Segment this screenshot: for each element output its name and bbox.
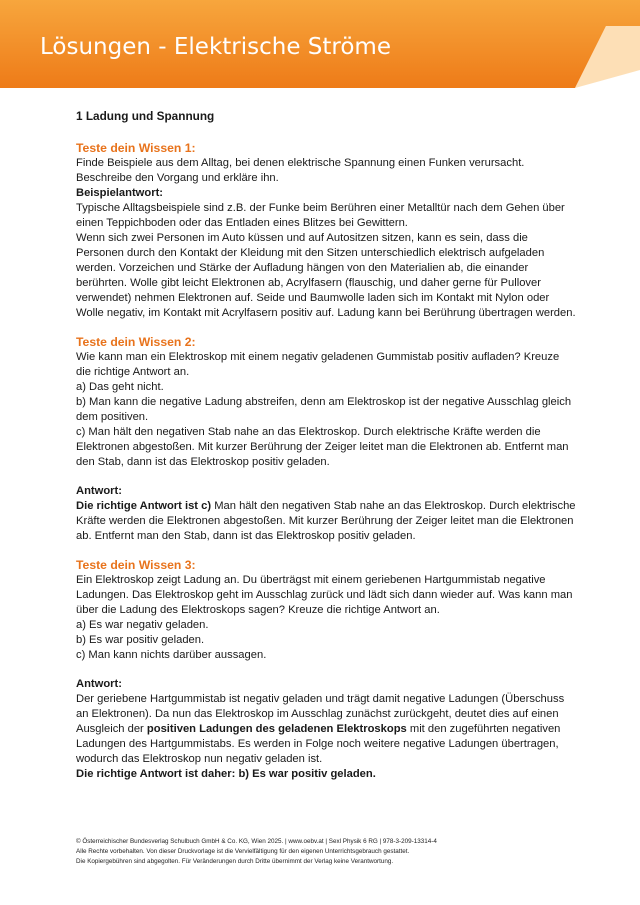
task3-answer-part1: Der geriebene Hartgummistab ist negativ geladen und trägt damit negative Ladungen (Überschuss an Elektronen). Da nun das Elektroskop im Ausschlag zunächst zurückgeht, deutet dies auf einen Ausgleich der bbox=[76, 693, 565, 735]
task3-answer-bold: positiven Ladungen des geladenen Elektroskops bbox=[146, 723, 407, 735]
worksheet-content bbox=[76, 109, 576, 782]
task3-option-b: b) Es war positiv geladen. bbox=[76, 634, 205, 646]
task3-answer-label: Antwort: bbox=[76, 678, 122, 690]
task2-answer bbox=[76, 499, 576, 544]
task2-option-a: a) Das geht nicht. bbox=[76, 381, 164, 393]
task1-answer-p2: Wenn sich zwei Personen im Auto küssen und auf Autositzen sitzen, kann es sein, dass die Personen durch den Kontakt der Kleidung mit den Sitzen unterschiedlich elektrisch aufgeladen werden. Vorzeichen und Stärke der Aufladung hängen von den Materialien ab, die einander berührten. Wolle gibt leicht Elektronen ab, Acrylfasern (flauschig, und daher gerne für Pullover verwendet) nehmen Elektronen auf. Seide und Baumwolle laden sich im Kontakt mit Nylon oder Wolle negativ, im Kontakt mit Acrylfasern positiv auf. Ladung kann bei Berührung übertragen werden. bbox=[76, 232, 576, 319]
task2-question: Wie kann man ein Elektroskop mit einem negativ geladenen Gummistab positiv aufladen? Kreuze die richtige Antwort an. bbox=[76, 351, 560, 378]
task2-answer-bold: Die richtige Antwort ist c) bbox=[76, 500, 212, 512]
task2-answer-rest: Man hält den negativen Stab nahe an das Elektroskop. Durch elektrische Kräfte werden die Elektronen abgestoßen. Mit kurzer Berührung der Zeiger leitet man die Elektronen ab. Entfernt man den Stab, dann ist das Elektroskop positiv geladen. bbox=[76, 500, 576, 542]
task3-question: Ein Elektroskop zeigt Ladung an. Du überträgst mit einem geriebenen Hartgummistab negative Ladungen. Das Elektroskop geht im Ausschlag zurück und lädt sich dann wieder auf. Was kann man über die Ladung des Elektroskops sagen? Kreuze die richtige Antwort an. bbox=[76, 574, 573, 616]
task2-heading: Teste dein Wissen 2: bbox=[76, 335, 196, 349]
task1-question: Finde Beispiele aus dem Alltag, bei denen elektrische Spannung einen Funken verursacht. Beschreibe den Vorgang und erkläre ihn. bbox=[76, 157, 525, 184]
footer-line-2: Alle Rechte vorbehalten. Von dieser Druckvorlage ist die Vervielfältigung für den eigenen Unterrichtsgebrauch gestattet. bbox=[76, 848, 410, 855]
footer-line-1: © Österreichischer Bundesverlag Schulbuch GmbH & Co. KG, Wien 2025. | www.oebv.at | Sexl Physik 6 RG | 978-3-209-13314-4 bbox=[76, 838, 437, 845]
task3-option-a: a) Es war negativ geladen. bbox=[76, 619, 209, 631]
footer-line-3: Die Kopiergebühren sind abgegolten. Für Veränderungen durch Dritte übernimmt der Verlag keine Verantwortung. bbox=[76, 858, 394, 865]
task1-answer-label: Beispielantwort: bbox=[76, 187, 164, 199]
section-title: 1 Ladung und Spannung bbox=[76, 109, 215, 123]
task3-conclusion: Die richtige Antwort ist daher: b) Es war positiv geladen. bbox=[76, 768, 376, 780]
task1-answer-p1: Typische Alltagsbeispiele sind z.B. der Funke beim Berühren einer Metalltür nach dem Gehen über einen Teppichboden oder das Entladen eines Blitzes bei Gewittern. bbox=[76, 202, 565, 229]
task3-heading: Teste dein Wissen 3: bbox=[76, 558, 196, 572]
task3-option-c: c) Man kann nichts darüber aussagen. bbox=[76, 649, 267, 661]
task3-answer bbox=[76, 692, 576, 767]
copyright-footer bbox=[76, 837, 596, 867]
task2-answer-label: Antwort: bbox=[76, 485, 122, 497]
task3-answer-part2: mit den zugeführten negativen Ladungen des Hartgummistabs. Es werden in Folge noch weitere negative Ladungen übertragen, wodurch das Elektroskop nun negativ geladen ist. bbox=[76, 723, 561, 765]
task1-heading: Teste dein Wissen 1: bbox=[76, 141, 196, 155]
page-title: Lösungen - Elektrische Ströme bbox=[40, 34, 391, 60]
task2-option-b: b) Man kann die negative Ladung abstreifen, denn am Elektroskop ist der negative Ausschlag gleich dem positiven. bbox=[76, 396, 572, 423]
task2-option-c: c) Man hält den negativen Stab nahe an das Elektroskop. Durch elektrische Kräfte werden die Elektronen abgestoßen. Mit kurzer Berührung der Zeiger leitet man die Elektronen ab. Entfernt man den Stab, dann ist das Elektroskop positiv geladen. bbox=[76, 426, 569, 468]
